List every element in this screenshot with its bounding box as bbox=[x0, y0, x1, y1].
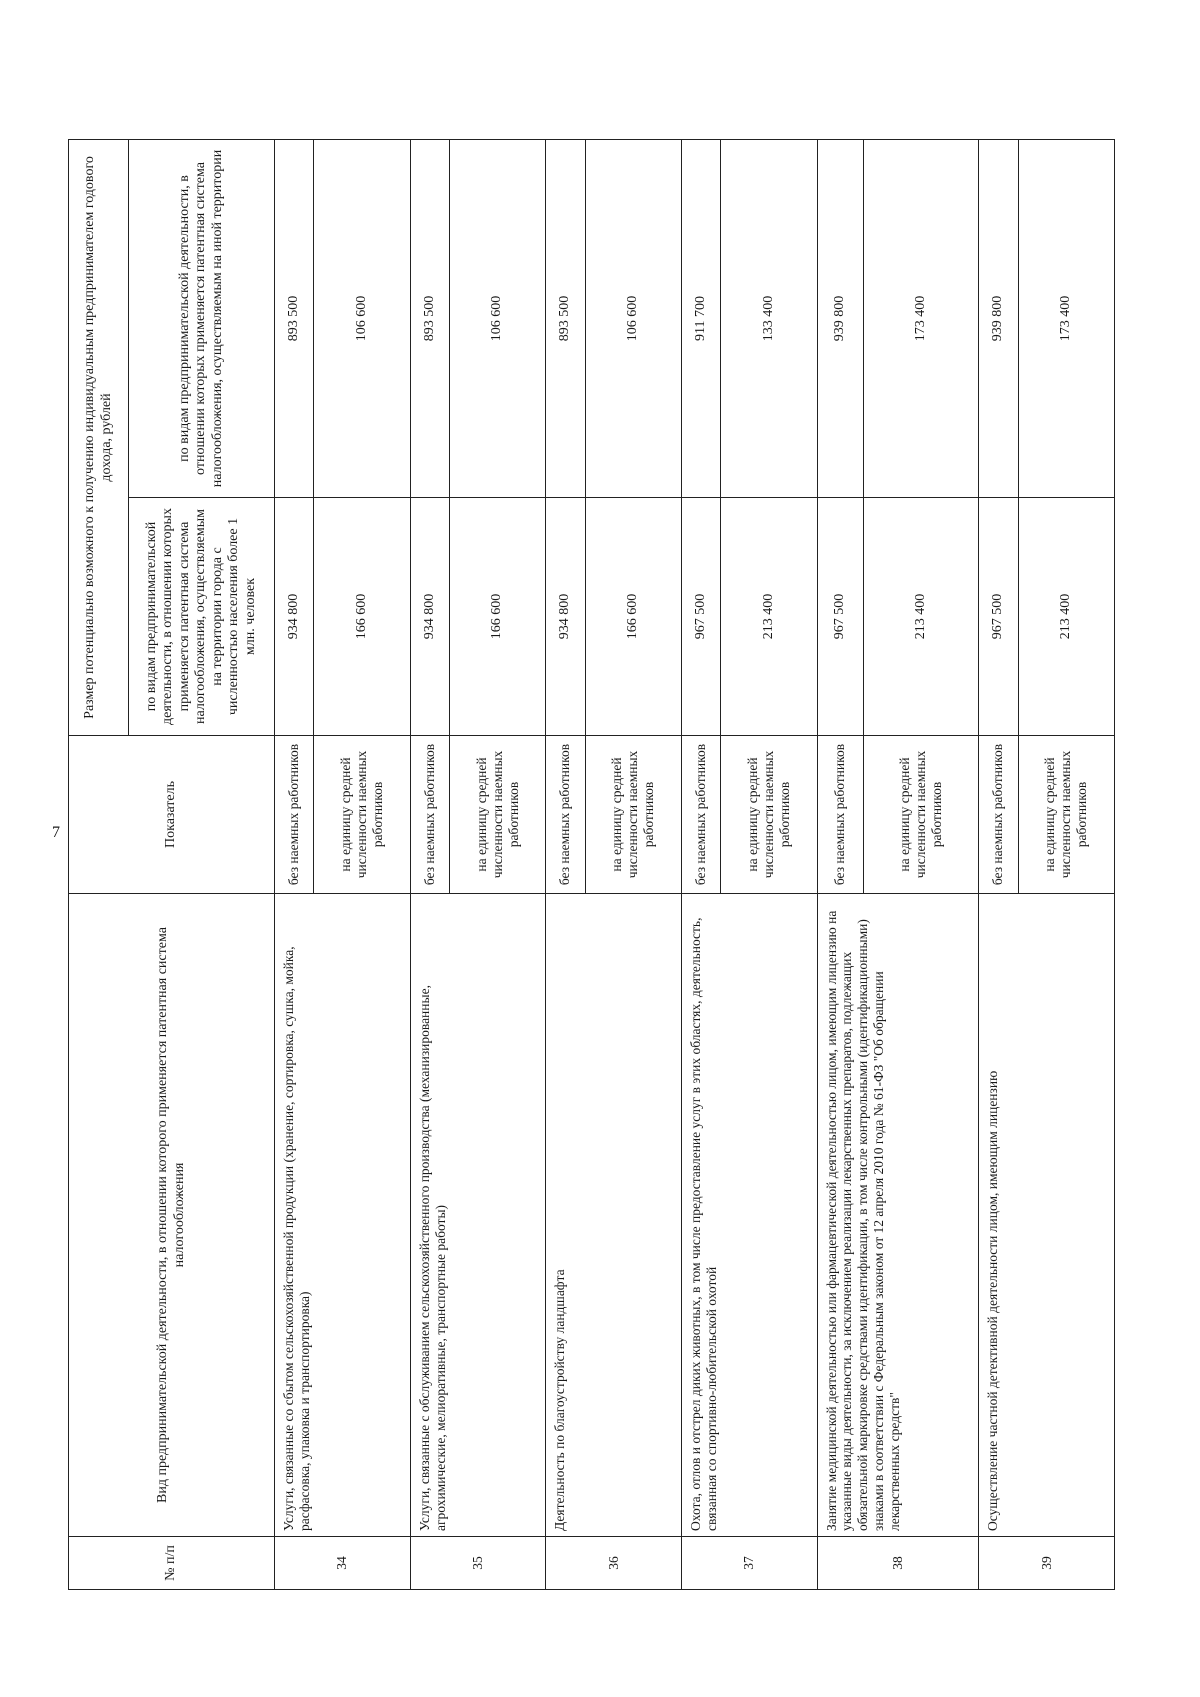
row-number: 36 bbox=[546, 1537, 682, 1590]
city-value-cell: 166 600 bbox=[585, 498, 681, 736]
indicator-cell: на единицу средней численности наемных работников bbox=[585, 736, 681, 894]
indicator-cell: без наемных работников bbox=[817, 736, 864, 894]
row-number: 34 bbox=[275, 1537, 411, 1590]
activity-cell: Занятие медицинской деятельностью или фармацевтической деятельностью лицом, имеющим лицензию на указанные виды деятельности, за исключением реализации лекарственных препаратов, подлежащих обязательной маркировке средствами идентификации, в том числе контрольными (идентификационными) знаками в соответствии с Федеральным законом от 12 апреля 2010 года № 61-ФЗ "Об обращении лекарственных средств" bbox=[817, 894, 979, 1537]
indicator-cell: на единицу средней численности наемных работников bbox=[314, 736, 410, 894]
page-number: 7 bbox=[52, 824, 60, 841]
activity-cell: Деятельность по благоустройству ландшафта bbox=[546, 894, 682, 1537]
other-value-cell: 173 400 bbox=[864, 139, 979, 497]
row-number: 39 bbox=[979, 1537, 1115, 1590]
city-value-cell: 967 500 bbox=[817, 498, 864, 736]
activity-cell: Охота, отлов и отстрел диких животных, в том числе предоставление услуг в этих областях, деятельность, связанная со спортивно-любительской охотой bbox=[681, 894, 817, 1537]
header-num: № п/п bbox=[69, 1537, 275, 1590]
city-value-cell: 934 800 bbox=[546, 498, 585, 736]
indicator-cell: без наемных работников bbox=[275, 736, 314, 894]
activity-cell: Осуществление частной детективной деятельности лицом, имеющим лицензию bbox=[979, 894, 1115, 1537]
other-value-cell: 133 400 bbox=[721, 139, 817, 497]
activity-cell: Услуги, связанные с обслуживанием сельскохозяйственного производства (механизированные, агрохимические, мелиоративные, транспортные работы) bbox=[410, 894, 546, 1537]
city-value-cell: 934 800 bbox=[410, 498, 449, 736]
city-value-cell: 934 800 bbox=[275, 498, 314, 736]
other-value-cell: 911 700 bbox=[681, 139, 720, 497]
indicator-cell: на единицу средней численности наемных работников bbox=[864, 736, 979, 894]
tax-table-rotated bbox=[68, 140, 1115, 1590]
other-value-cell: 893 500 bbox=[410, 139, 449, 497]
indicator-cell: без наемных работников bbox=[546, 736, 585, 894]
other-value-cell: 106 600 bbox=[449, 139, 545, 497]
city-value-cell: 213 400 bbox=[1018, 498, 1114, 736]
other-value-cell: 939 800 bbox=[979, 139, 1018, 497]
row-number: 35 bbox=[410, 1537, 546, 1590]
city-value-cell: 967 500 bbox=[979, 498, 1018, 736]
city-value-cell: 166 600 bbox=[314, 498, 410, 736]
city-value-cell: 213 400 bbox=[721, 498, 817, 736]
header-other-column: по видам предпринимательской деятельности, в отношении которых применяется патентная система налогообложения, осуществляемым на иной территории bbox=[129, 139, 275, 497]
other-value-cell: 893 500 bbox=[275, 139, 314, 497]
header-indicator: Показатель bbox=[69, 736, 275, 894]
table-row bbox=[410, 139, 449, 1589]
city-value-cell: 166 600 bbox=[449, 498, 545, 736]
table-row bbox=[681, 139, 720, 1589]
indicator-cell: без наемных работников bbox=[681, 736, 720, 894]
activity-cell: Услуги, связанные со сбытом сельскохозяйственной продукции (хранение, сортировка, сушка, мойка, расфасовка, упаковка и транспортировка) bbox=[275, 894, 411, 1537]
header-income-group: Размер потенциально возможного к получению индивидуальным предпринимателем годового дохода, рублей bbox=[69, 139, 129, 735]
indicator-cell: без наемных работников bbox=[410, 736, 449, 894]
table-row bbox=[979, 139, 1018, 1589]
indicator-cell: на единицу средней численности наемных работников bbox=[449, 736, 545, 894]
indicator-cell: без наемных работников bbox=[979, 736, 1018, 894]
table-row bbox=[817, 139, 864, 1589]
indicator-cell: на единицу средней численности наемных работников bbox=[1018, 736, 1114, 894]
other-value-cell: 106 600 bbox=[314, 139, 410, 497]
other-value-cell: 893 500 bbox=[546, 139, 585, 497]
header-activity: Вид предпринимательской деятельности, в отношении которого применяется патентная система налогообложения bbox=[69, 894, 275, 1537]
indicator-cell: на единицу средней численности наемных работников bbox=[721, 736, 817, 894]
other-value-cell: 173 400 bbox=[1018, 139, 1114, 497]
table-row bbox=[546, 139, 585, 1589]
city-value-cell: 213 400 bbox=[864, 498, 979, 736]
table-row bbox=[275, 139, 314, 1589]
other-value-cell: 939 800 bbox=[817, 139, 864, 497]
header-city-column: по видам предпринимательской деятельности, в отношении которых применяется патентная система налогообложения, осуществляемым на территории города с численностью населения более 1 млн. человек bbox=[129, 498, 275, 736]
patent-income-table bbox=[68, 139, 1115, 1590]
row-number: 38 bbox=[817, 1537, 979, 1590]
other-value-cell: 106 600 bbox=[585, 139, 681, 497]
row-number: 37 bbox=[681, 1537, 817, 1590]
city-value-cell: 967 500 bbox=[681, 498, 720, 736]
